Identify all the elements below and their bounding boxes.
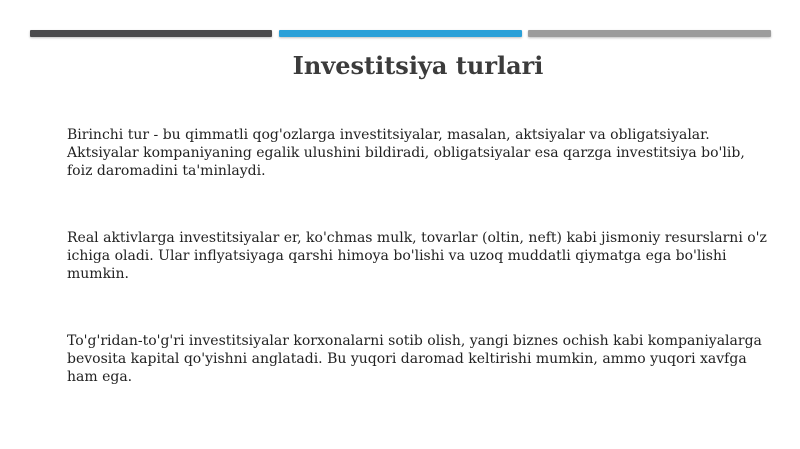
paragraph-securities: Birinchi tur - bu qimmatli qog'ozlarga investitsiyalar, masalan, aktsiyalar va obligatsiyalar. Aktsiyalar kompaniyaning egalik ulushini bildiradi, obligatsiyalar esa qarzga investitsiya bo'lib, foiz daromadini ta'minlaydi.	[67, 127, 745, 179]
paragraph-direct-investment: To'g'ridan-to'g'ri investitsiyalar korxonalarni sotib olish, yangi biznes ochish kabi kompaniyalarga bevosita kapital qo'yishni anglatadi. Bu yuqori daromad keltirishi mumkin, ammo yuqori xavfga ham ega.	[67, 333, 762, 385]
slide-title: Investitsiya turlari	[292, 51, 544, 80]
accent-bar-gray	[528, 30, 771, 37]
accent-bar-dark	[30, 30, 272, 37]
accent-bar-blue	[279, 30, 522, 37]
paragraph-real-assets: Real aktivlarga investitsiyalar er, ko'chmas mulk, tovarlar (oltin, neft) kabi jismoniy resurslarni o'z ichiga oladi. Ular inflyatsiyaga qarshi himoya bo'lishi va uzoq muddatli qiymatga ega bo'lishi mumkin.	[67, 230, 767, 282]
